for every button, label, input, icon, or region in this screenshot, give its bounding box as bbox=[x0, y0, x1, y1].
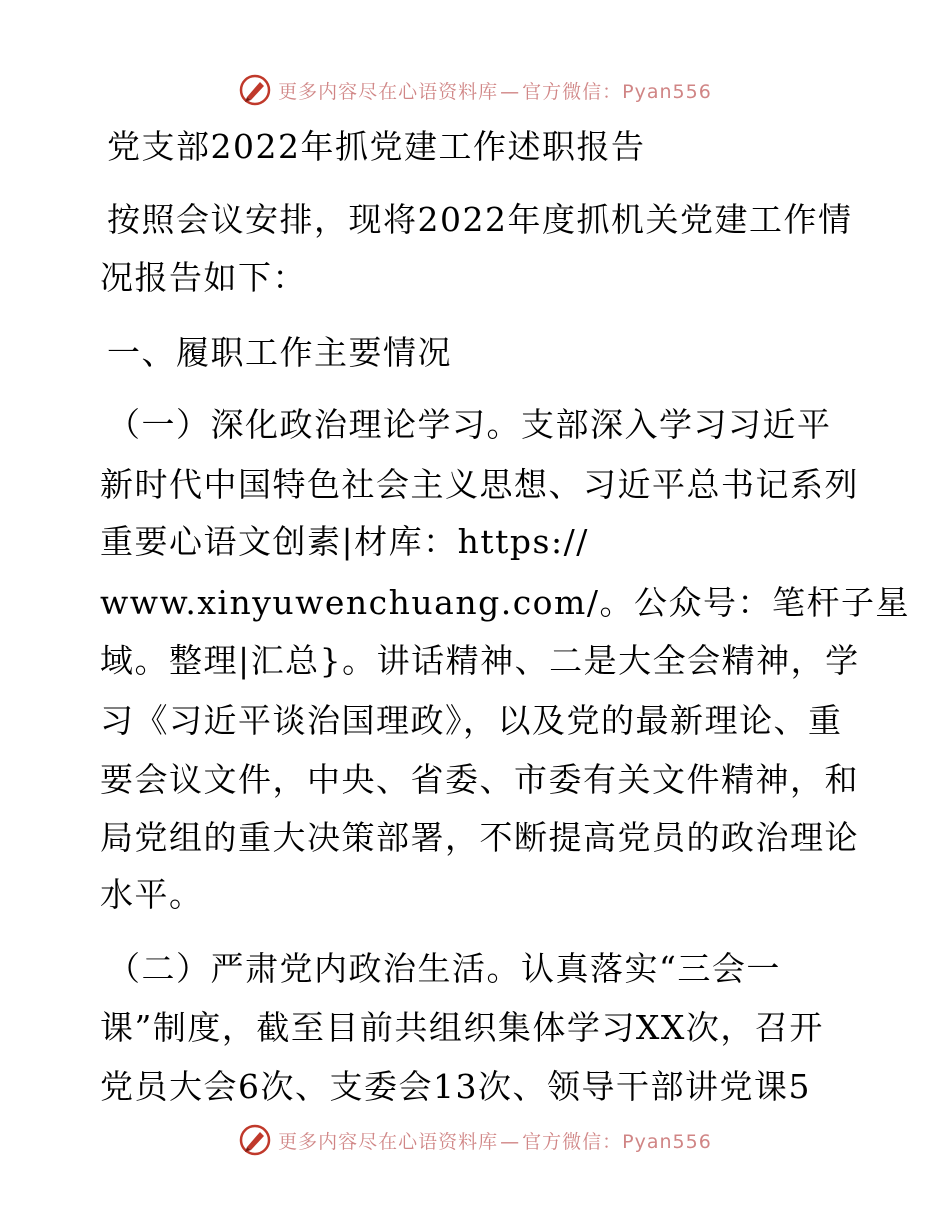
section-heading: 一、履职工作主要情况 bbox=[107, 333, 452, 372]
watermark-footer bbox=[0, 1120, 950, 1160]
paragraph-line: 局党组的重大决策部署，不断提高党员的政治理论 bbox=[100, 818, 859, 857]
paragraph-line: 重要心语文创素|材库：https:// bbox=[100, 522, 589, 561]
paragraph-line: （一）深化政治理论学习。支部深入学习习近平 bbox=[107, 405, 832, 444]
watermark-text: 更多内容尽在心语资料库 — 官方微信：Pyan556 bbox=[278, 80, 712, 103]
paragraph-line: 党员大会6次、支委会13次、领导干部讲党课5 bbox=[100, 1067, 811, 1106]
paragraph-line: 习《习近平谈治国理政》，以及党的最新理论、重 bbox=[100, 701, 843, 740]
paragraph-line: 课”制度，截至目前共组织集体学习XX次，召开 bbox=[100, 1008, 824, 1047]
paragraph-line: 况报告如下： bbox=[100, 258, 307, 297]
paragraph-line: 水平。 bbox=[100, 875, 204, 914]
watermark-text: 更多内容尽在心语资料库 — 官方微信：Pyan556 bbox=[278, 1130, 712, 1153]
paragraph-line: www.xinyuwenchuang.com/。公众号：笔杆子星 bbox=[100, 583, 910, 622]
paragraph-line: 域。整理|汇总}。讲话精神、二是大全会精神，学 bbox=[100, 641, 860, 680]
paragraph-line: （二）严肃党内政治生活。认真落实“三会一 bbox=[107, 949, 781, 988]
paragraph-line: 按照会议安排，现将2022年度抓机关党建工作情 bbox=[107, 200, 853, 239]
pen-logo-icon bbox=[238, 1123, 272, 1157]
paragraph-line: 新时代中国特色社会主义思想、习近平总书记系列 bbox=[100, 465, 859, 504]
paragraph-line: 要会议文件，中央、省委、市委有关文件精神，和 bbox=[100, 760, 859, 799]
document-title: 党支部2022年抓党建工作述职报告 bbox=[107, 127, 646, 166]
